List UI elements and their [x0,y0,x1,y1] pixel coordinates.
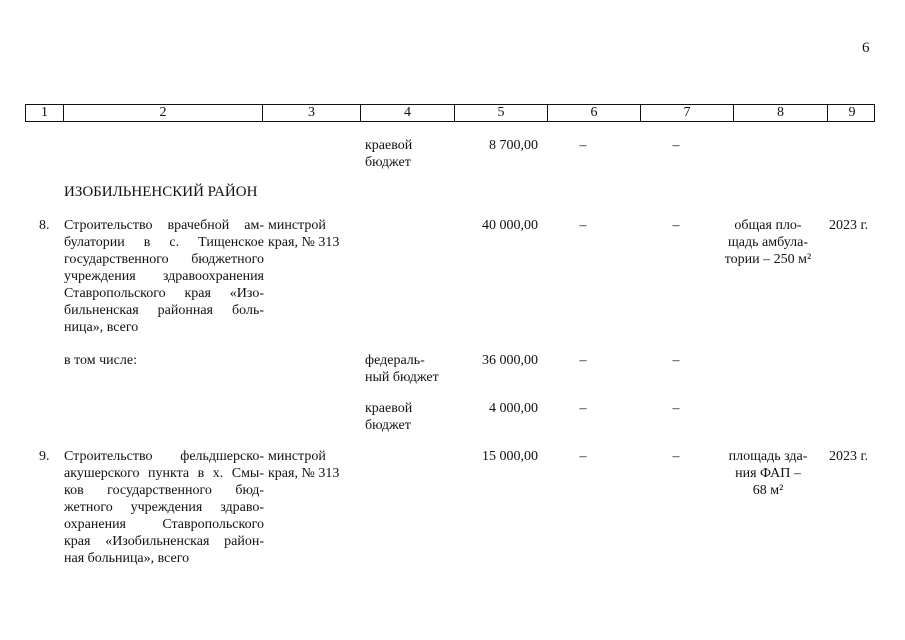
row-number: 8. [39,218,50,233]
col7-dash: – [672,353,680,368]
project-result: общая пло- щадь амбула- тории – 250 м² [724,218,812,267]
district-heading: ИЗОБИЛЬНЕНСКИЙ РАЙОН [64,184,258,200]
col7-dash: – [672,401,680,416]
row-number: 9. [39,449,50,464]
including-label: в том числе: [64,353,137,368]
ministry: минстрой края, № 313 [268,218,340,250]
column-number-7: 7 [641,105,734,121]
col7-dash: – [672,138,680,153]
column-number-4: 4 [361,105,455,121]
column-number-1: 1 [26,105,64,121]
col6-dash: – [579,401,587,416]
page-number: 6 [862,40,870,56]
funding-source: краевой бюджет [365,401,413,433]
amount: 4 000,00 [489,401,538,416]
amount: 8 700,00 [489,138,538,153]
column-number-header [25,104,875,122]
col6-dash: – [579,138,587,153]
column-number-3: 3 [263,105,361,121]
funding-source: федераль- ный бюджет [365,353,439,385]
column-number-6: 6 [548,105,641,121]
project-result: площадь зда- ния ФАП – 68 м² [728,449,808,498]
ministry: минстрой края, № 313 [268,449,340,481]
amount: 15 000,00 [482,449,538,464]
col6-dash: – [579,449,587,464]
amount: 40 000,00 [482,218,538,233]
col7-dash: – [672,449,680,464]
amount: 36 000,00 [482,353,538,368]
column-number-8: 8 [734,105,828,121]
funding-source: краевой бюджет [365,138,413,170]
column-number-5: 5 [455,105,548,121]
completion-year: 2023 г. [829,218,869,233]
completion-year: 2023 г. [829,449,869,464]
project-name: Строительство фельдшерско- акушерского пункта в х. Смы- ков государственного бюд- жетного учреждения здраво- охранения Ставропольского края «Изобильненская район- ная больница», всего [64,449,264,566]
col6-dash: – [579,353,587,368]
col6-dash: – [579,218,587,233]
column-number-9: 9 [848,105,856,120]
column-number-2: 2 [64,105,263,121]
project-name: Строительство врачебной ам- булатории в с. Тищенское государственного бюджетного учреждения здравоохранения Ставропольского края «Изо- бильненская районная боль- ница», всего [64,218,264,335]
col7-dash: – [672,218,680,233]
